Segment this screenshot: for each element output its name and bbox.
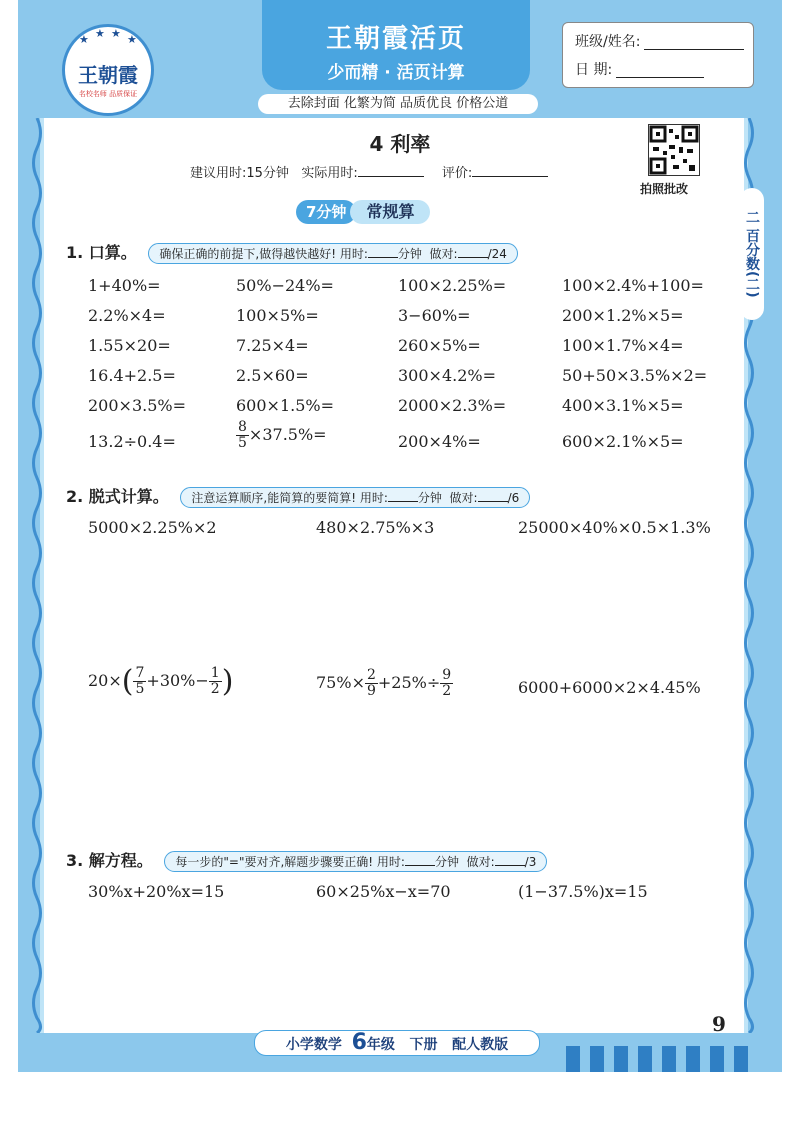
decor-bar xyxy=(734,1046,748,1072)
decor-bar xyxy=(614,1046,628,1072)
q2-heading: 2. 脱式计算。 xyxy=(66,487,169,506)
banner-title: 王朝霞活页 xyxy=(325,24,466,54)
decor-bar xyxy=(686,1046,700,1072)
logo-text: 王朝霞 xyxy=(78,63,138,87)
q1-problem: 50%−24%= xyxy=(236,276,334,295)
q2-time-blank[interactable] xyxy=(388,489,418,502)
decor-bar xyxy=(710,1046,724,1072)
q3-equation-3: (1−37.5%)x=15 xyxy=(518,882,648,901)
q1-problem: 16.4+2.5= xyxy=(88,366,176,385)
motto-strip: 去除封面 化繁为简 品质优良 价格公道 xyxy=(258,94,538,114)
q3-heading: 3. 解方程。 xyxy=(66,851,153,870)
decor-bar xyxy=(638,1046,652,1072)
section-header xyxy=(296,200,430,224)
q2-hint: 注意运算顺序,能简算的要简算! 用时: 分钟 做对: /6 xyxy=(180,487,530,508)
q1-problem: 600×1.5%= xyxy=(236,396,334,415)
q1-problem: 200×4%= xyxy=(398,432,481,451)
q1-problem: 200×1.2%×5= xyxy=(562,306,684,325)
q1-problem: 50+50×3.5%×2= xyxy=(562,366,708,385)
q1-problem: 100×1.7%×4= xyxy=(562,336,684,355)
q1-problem: 13.2÷0.4= xyxy=(88,432,176,451)
brand-logo xyxy=(62,24,154,116)
q1-correct-blank[interactable] xyxy=(458,245,488,258)
q2-problem-6: 6000+6000×2×4.45% xyxy=(518,678,701,697)
q2-correct-blank[interactable] xyxy=(478,489,508,502)
q3-correct-blank[interactable] xyxy=(495,853,525,866)
star-icon: ★ xyxy=(79,33,89,46)
q3-time-blank[interactable] xyxy=(405,853,435,866)
chapter-side-tab: 二 百分数(二) xyxy=(740,188,764,320)
q2-problem-4: 20×( $\frac{7}{5}$ +30%− $\frac{1}{2}$ ) xyxy=(88,664,234,699)
q1-fraction-problem: $\frac{8}{5}$ ×37.5%= xyxy=(238,419,327,451)
qr-code-icon[interactable] xyxy=(648,124,700,176)
decor-bar xyxy=(566,1046,580,1072)
footer-book-info: 小学数学 6年级 下册 配人教版 xyxy=(254,1030,540,1056)
date-label: 日 期: xyxy=(575,62,613,78)
q2-heading-row xyxy=(66,484,530,508)
time-meta xyxy=(190,162,548,181)
banner-subtitle: 少而精 · 活页计算 xyxy=(327,63,465,83)
suggested-time: 建议用时:15分钟 xyxy=(190,166,289,181)
q1-problem: 100×5%= xyxy=(236,306,319,325)
q1-hint: 确保正确的前提下,做得越快越好! 用时: 分钟 做对: /24 xyxy=(148,243,518,264)
lesson-title: 4 利率 xyxy=(369,132,431,156)
class-name-label: 班级/姓名: xyxy=(575,34,641,50)
section-name: 常规算 xyxy=(350,200,430,224)
class-name-field[interactable] xyxy=(644,35,744,50)
evaluation-field[interactable] xyxy=(472,164,548,177)
q3-equation-2: 60×25%x−x=70 xyxy=(316,882,451,901)
section-time-pill: 7分钟 xyxy=(296,200,356,224)
evaluation-label: 评价: xyxy=(441,166,473,181)
page-number: 9 xyxy=(712,1012,726,1036)
decor-bar xyxy=(662,1046,676,1072)
q1-problem: 400×3.1%×5= xyxy=(562,396,684,415)
date-field[interactable] xyxy=(616,63,704,78)
grade-number: 6 xyxy=(351,1030,367,1055)
left-wave-border xyxy=(30,118,44,1033)
star-icon: ★ xyxy=(127,33,137,46)
q2-problem-5: 75%× $\frac{2}{9}$ +25%÷ $\frac{9}{2}$ xyxy=(316,667,452,699)
q1-problem: 3−60%= xyxy=(398,306,471,325)
title-banner xyxy=(262,0,530,90)
q1-problem: 100×2.25%= xyxy=(398,276,507,295)
q1-problem: 1.55×20= xyxy=(88,336,171,355)
q1-time-blank[interactable] xyxy=(368,245,398,258)
q1-problem: 7.25×4= xyxy=(236,336,309,355)
star-icon: ★ xyxy=(111,27,121,40)
q1-problem: 1+40%= xyxy=(88,276,161,295)
q1-problem: 100×2.4%+100= xyxy=(562,276,704,295)
q3-equation-1: 30%x+20%x=15 xyxy=(88,882,225,901)
q2-problem-2: 480×2.75%×3 xyxy=(316,518,435,537)
star-icon: ★ xyxy=(95,27,105,40)
qr-label: 拍照批改 xyxy=(640,182,689,196)
q3-hint: 每一步的"="要对齐,解题步骤要正确! 用时: 分钟 做对: /3 xyxy=(164,851,547,872)
q1-heading: 1. 口算。 xyxy=(66,243,137,262)
q1-heading-row xyxy=(66,240,518,264)
q1-problem: 300×4.2%= xyxy=(398,366,496,385)
q1-problem: 260×5%= xyxy=(398,336,481,355)
q1-problem: 600×2.1%×5= xyxy=(562,432,684,451)
actual-time-field[interactable] xyxy=(358,164,424,177)
q1-problem: 200×3.5%= xyxy=(88,396,186,415)
actual-time-label: 实际用时: xyxy=(301,166,358,181)
q1-problem: 2.5×60= xyxy=(236,366,309,385)
student-info-box xyxy=(562,22,754,88)
q2-problem-1: 5000×2.25%×2 xyxy=(88,518,217,537)
decor-bar xyxy=(590,1046,604,1072)
logo-subtext: 名校名师 品质保证 xyxy=(78,90,138,98)
q1-problem: 2.2%×4= xyxy=(88,306,166,325)
q2-problem-3: 25000×40%×0.5×1.3% xyxy=(518,518,711,537)
q3-heading-row xyxy=(66,848,547,872)
q1-problem: 2000×2.3%= xyxy=(398,396,507,415)
